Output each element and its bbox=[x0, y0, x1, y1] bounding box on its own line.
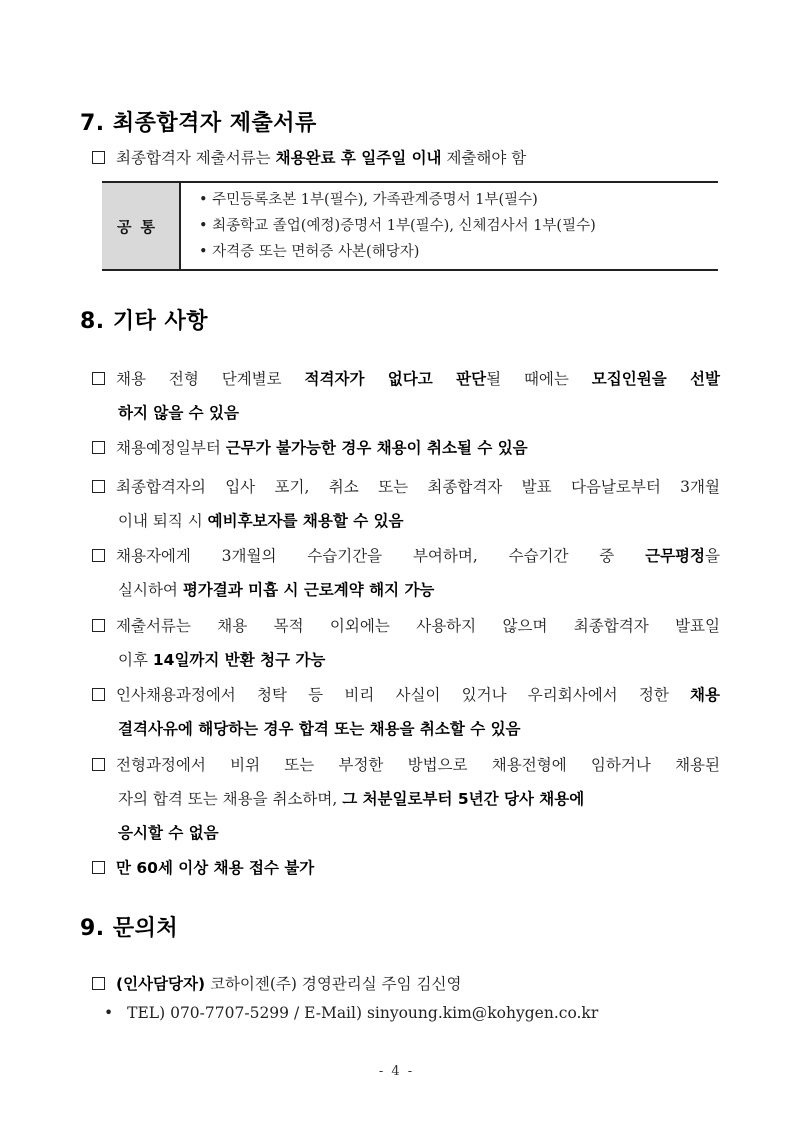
notice-item: 제출서류는 채용 목적 이외에는 사용하지 않으며 최종합격자 발표일 이후 14일까지 반환 청구 가능 bbox=[92, 609, 720, 677]
notice-item: 채용자에게 3개월의 수습기간을 부여하며, 수습기간 중 근무평정을 실시하여 평가결과 미흡 시 근로계약 해지 가능 bbox=[92, 539, 720, 607]
documents-table bbox=[102, 181, 718, 271]
notice-item: 만 60세 이상 채용 접수 불가 bbox=[92, 851, 720, 885]
checkbox-icon bbox=[92, 619, 105, 632]
document-item: • 자격증 또는 면허증 사본(해당자) bbox=[199, 244, 420, 260]
checkbox-icon bbox=[92, 480, 105, 493]
submission-note: 최종합격자 제출서류는 채용완료 후 일주일 이내 제출해야 함 bbox=[92, 141, 720, 175]
section-7-title: 7. 최종합격자 제출서류 bbox=[80, 111, 317, 136]
bullet-icon: • bbox=[104, 1004, 114, 1022]
checkbox-icon bbox=[92, 758, 105, 771]
checkbox-icon bbox=[92, 861, 105, 874]
notice-item: 전형과정에서 비위 또는 부정한 방법으로 채용전형에 임하거나 채용된 자의 합격 또는 채용을 취소하며, 그 처분일로부터 5년간 당사 채용에 응시할 수 없음 bbox=[92, 748, 720, 850]
notice-item: 채용 전형 단계별로 적격자가 없다고 판단될 때에는 모집인원을 선발 하지 않을 수 있음 bbox=[92, 362, 720, 430]
page-number: - 4 - bbox=[378, 1064, 415, 1079]
document-item: • 최종학교 졸업(예정)증명서 1부(필수), 신체검사서 1부(필수) bbox=[199, 218, 596, 234]
section-8-title: 8. 기타 사항 bbox=[80, 309, 208, 334]
contact-person: (인사담당자) 코하이젠(주) 경영관리실 주임 김신영 bbox=[92, 967, 720, 1001]
contact-info bbox=[104, 1004, 598, 1022]
document-item: • 주민등록초본 1부(필수), 가족관계증명서 1부(필수) bbox=[199, 192, 538, 208]
notice-item: 채용예정일부터 근무가 불가능한 경우 채용이 취소될 수 있음 bbox=[92, 431, 720, 465]
notice-item: 인사채용과정에서 청탁 등 비리 사실이 있거나 우리회사에서 정한 채용 결격사유에 해당하는 경우 합격 또는 채용을 취소할 수 있음 bbox=[92, 678, 720, 746]
phone-email: TEL) 070-7707-5299 / E-Mail) sinyoung.kim@kohygen.co.kr bbox=[127, 1004, 599, 1022]
checkbox-icon bbox=[92, 441, 105, 454]
notice-item: 최종합격자의 입사 포기, 취소 또는 최종합격자 발표 다음날로부터 3개월 이내 퇴직 시 예비후보자를 채용할 수 있음 bbox=[92, 470, 720, 538]
common-label: 공통 bbox=[102, 182, 180, 270]
checkbox-icon bbox=[92, 688, 105, 701]
checkbox-icon bbox=[92, 549, 105, 562]
section-9-title: 9. 문의처 bbox=[80, 916, 179, 941]
documents-list bbox=[180, 182, 718, 270]
checkbox-icon bbox=[92, 977, 105, 990]
checkbox-icon bbox=[92, 372, 105, 385]
checkbox-icon bbox=[92, 151, 105, 164]
